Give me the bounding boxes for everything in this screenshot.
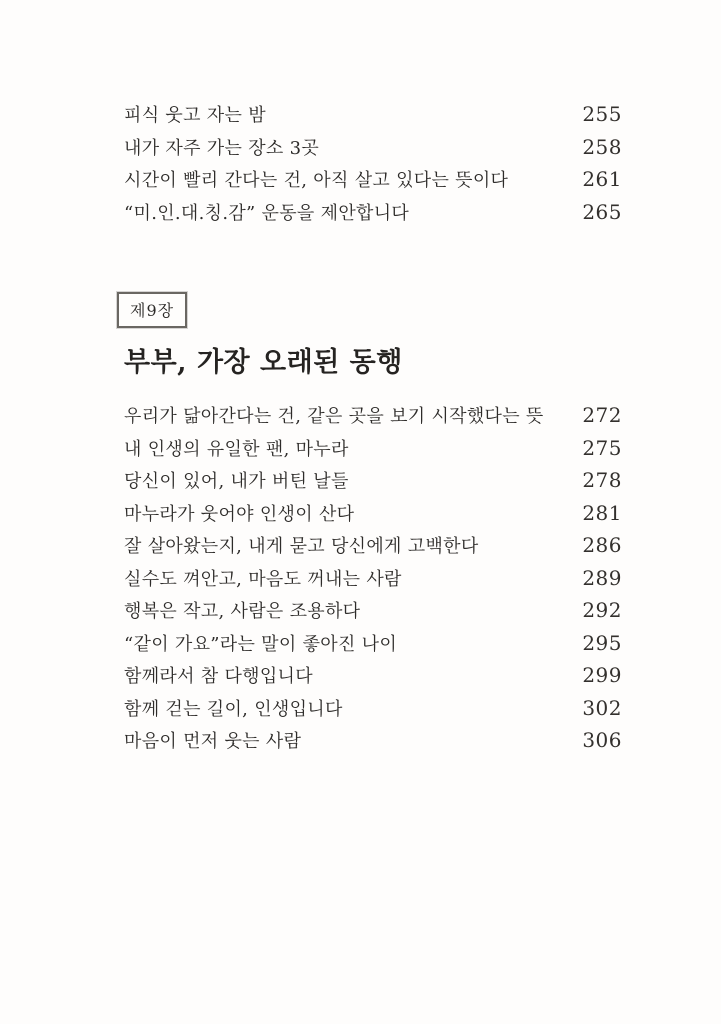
table-row — [124, 724, 622, 757]
toc-entry-title: 마음이 먼저 웃는 사람 — [124, 731, 302, 753]
toc-entry-page-number: 275 — [582, 435, 622, 460]
table-row — [124, 163, 622, 196]
toc-entry-title: 시간이 빨리 간다는 건, 아직 살고 있다는 뜻이다 — [124, 170, 509, 192]
chapter-number-badge — [117, 292, 187, 328]
toc-entry-page-number: 295 — [582, 630, 622, 655]
toc-entry-page-number: 302 — [582, 695, 622, 720]
table-row — [124, 659, 622, 692]
toc-entry-title: 함께라서 참 다행입니다 — [124, 666, 313, 688]
toc-entry-title: 행복은 작고, 사람은 조용하다 — [124, 601, 361, 623]
toc-section-previous-chapter — [124, 98, 622, 228]
toc-entry-page-number: 306 — [582, 728, 622, 753]
toc-entry-page-number: 281 — [582, 500, 622, 525]
chapter-number-label: 제9장 — [130, 301, 175, 320]
toc-entry-page-number: 299 — [582, 663, 622, 688]
table-row — [124, 131, 622, 164]
toc-entry-title: 우리가 닮아간다는 건, 같은 곳을 보기 시작했다는 뜻 — [124, 406, 544, 428]
toc-entry-title: 실수도 껴안고, 마음도 꺼내는 사람 — [124, 568, 402, 590]
table-row — [124, 529, 622, 562]
toc-entry-title: 내 인생의 유일한 팬, 마누라 — [124, 438, 349, 460]
table-row — [124, 692, 622, 725]
table-row — [124, 627, 622, 660]
toc-entry-page-number: 289 — [582, 565, 622, 590]
chapter-title: 부부, 가장 오래된 동행 — [124, 347, 403, 378]
toc-entry-page-number: 265 — [582, 199, 622, 224]
table-row — [124, 497, 622, 530]
toc-entry-title: 함께 걷는 길이, 인생입니다 — [124, 698, 343, 720]
toc-entry-page-number: 261 — [582, 167, 622, 192]
toc-entry-title: 내가 자주 가는 장소 3곳 — [124, 137, 320, 159]
toc-entry-page-number: 286 — [582, 533, 622, 558]
toc-entry-page-number: 278 — [582, 468, 622, 493]
toc-section-chapter-9 — [124, 399, 622, 757]
toc-entry-title: 피식 웃고 자는 밤 — [124, 105, 266, 127]
toc-entry-page-number: 272 — [582, 403, 622, 428]
table-row — [124, 432, 622, 465]
toc-entry-title: “미.인.대.칭.감” 운동을 제안합니다 — [124, 202, 410, 224]
toc-entry-page-number: 292 — [582, 598, 622, 623]
table-row — [124, 196, 622, 229]
toc-entry-title: 잘 살아왔는지, 내게 묻고 당신에게 고백한다 — [124, 536, 479, 558]
table-row — [124, 98, 622, 131]
toc-entry-title: 당신이 있어, 내가 버틴 날들 — [124, 471, 349, 493]
toc-entry-page-number: 255 — [582, 102, 622, 127]
toc-entry-title: “같이 가요”라는 말이 좋아진 나이 — [124, 633, 398, 655]
toc-entry-title: 마누라가 웃어야 인생이 산다 — [124, 503, 355, 525]
table-row — [124, 399, 622, 432]
table-row — [124, 562, 622, 595]
table-row — [124, 594, 622, 627]
table-row — [124, 464, 622, 497]
toc-entry-page-number: 258 — [582, 134, 622, 159]
